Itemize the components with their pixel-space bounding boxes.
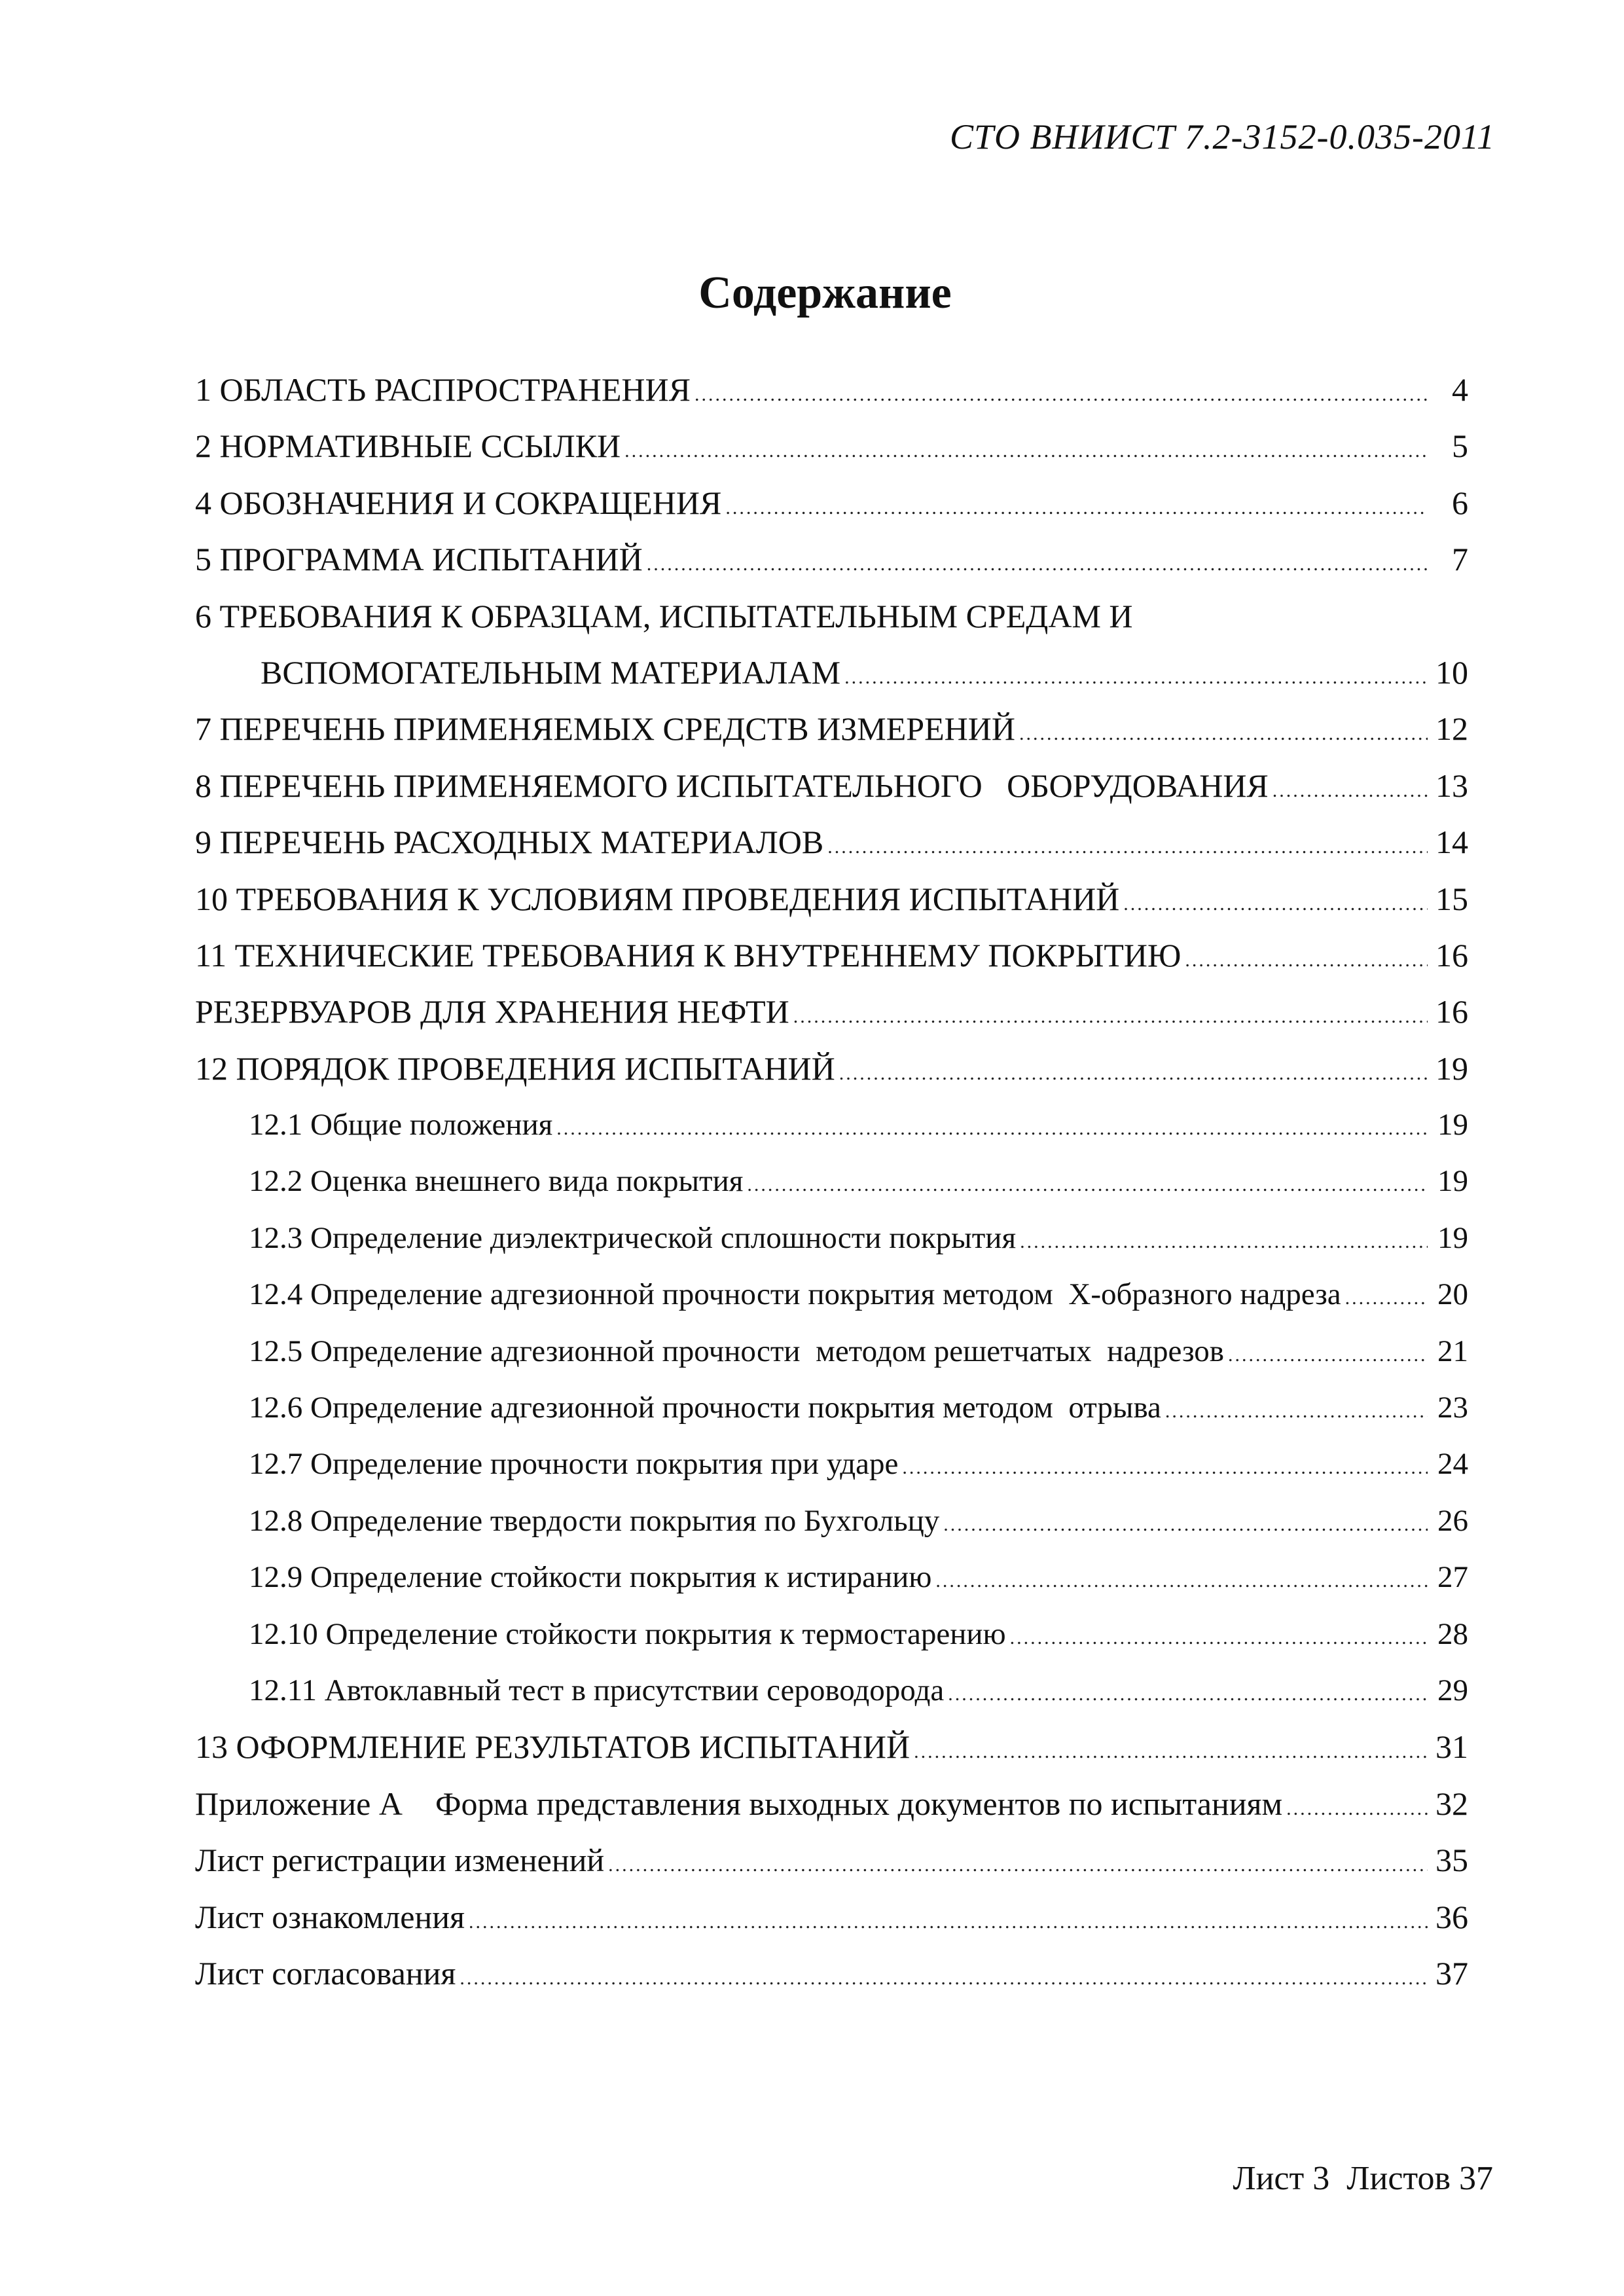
toc-entry-page: 31 — [1435, 1728, 1468, 1766]
toc-entry[interactable] — [195, 1889, 1468, 1945]
toc-entry-label: 11 ТЕХНИЧЕСКИЕ ТРЕБОВАНИЯ К ВНУТРЕННЕМУ ПОКРЫТИЮ — [195, 936, 1182, 974]
toc-entry-label: 7 ПЕРЕЧЕНЬ ПРИМЕНЯЕМЫХ СРЕДСТВ ИЗМЕРЕНИЙ — [195, 710, 1015, 748]
toc-leader-dots — [1165, 1383, 1428, 1440]
toc-entry-page: 26 — [1437, 1503, 1468, 1538]
toc-leader-dots — [624, 423, 1428, 479]
toc-entry-label: 10 ТРЕБОВАНИЯ К УСЛОВИЯМ ПРОВЕДЕНИЯ ИСПЫТАНИЙ — [195, 880, 1120, 917]
toc-leader-dots — [1019, 706, 1428, 762]
toc-entry-label: 9 ПЕРЕЧЕНЬ РАСХОДНЫХ МАТЕРИАЛОВ — [195, 824, 824, 861]
toc-entry-label: 12.8 Определение твердости покрытия по Бухгольцу — [249, 1503, 940, 1538]
toc-entry-label: 12.3 Определение диэлектрической сплошности покрытия — [249, 1220, 1017, 1255]
toc-entry-page: 20 — [1437, 1277, 1468, 1312]
toc-entry-page: 19 — [1435, 1049, 1468, 1087]
toc-entry-label: 4 ОБОЗНАЧЕНИЯ И СОКРАЩЕНИЯ — [195, 484, 722, 521]
toc-entry-page: 12 — [1435, 710, 1468, 748]
toc-entry-page: 24 — [1437, 1447, 1468, 1482]
toc-entry[interactable] — [195, 927, 1468, 983]
toc-entry-page: 5 — [1452, 428, 1468, 465]
toc-entry-label: 2 НОРМАТИВНЫЕ ССЫЛКИ — [195, 428, 621, 465]
toc-leader-dots — [902, 1440, 1428, 1496]
toc-entry-page: 21 — [1437, 1334, 1468, 1368]
toc-leader-dots — [725, 480, 1428, 536]
document-code: СТО ВНИИСТ 7.2-3152-0.035-2011 — [949, 117, 1495, 156]
toc-entry-page: 6 — [1452, 484, 1468, 521]
toc-entry[interactable] — [195, 814, 1468, 870]
toc-leader-dots — [469, 1894, 1428, 1950]
toc-leader-dots — [1185, 932, 1428, 989]
toc-subentry[interactable] — [195, 1266, 1468, 1322]
toc-entry-page: 35 — [1435, 1842, 1468, 1879]
toc-leader-dots — [647, 536, 1428, 592]
toc-entry[interactable] — [195, 418, 1468, 474]
toc-entry-page: 14 — [1435, 824, 1468, 861]
toc-entry-label: 12.9 Определение стойкости покрытия к истиранию — [249, 1560, 932, 1595]
toc-entry-page: 32 — [1435, 1785, 1468, 1822]
toc-leader-dots — [793, 989, 1428, 1045]
toc-entry[interactable] — [195, 983, 1468, 1040]
toc-subentry[interactable] — [195, 1210, 1468, 1266]
toc-entry-label: ВСПОМОГАТЕЛЬНЫМ МАТЕРИАЛАМ — [261, 653, 841, 691]
toc-entry[interactable] — [195, 757, 1468, 814]
toc-entry-page: 16 — [1435, 993, 1468, 1030]
toc-leader-dots — [943, 1497, 1428, 1553]
toc-entry-page: 29 — [1437, 1673, 1468, 1707]
toc-entry-page: 37 — [1435, 1954, 1468, 1992]
toc-leader-dots — [844, 649, 1428, 706]
toc-entry-page: 28 — [1437, 1616, 1468, 1651]
toc-entry-label: Лист ознакомления — [195, 1898, 465, 1935]
toc-entry-label: 12.6 Определение адгезионной прочности покрытия методом отрыва — [249, 1391, 1161, 1425]
page-title: Содержание — [698, 268, 952, 318]
toc-leader-dots — [1345, 1270, 1428, 1326]
toc-entry-label: Лист регистрации изменений — [195, 1842, 605, 1879]
toc-entry-label: Лист согласования — [195, 1954, 456, 1992]
toc-entry-page: 15 — [1435, 880, 1468, 917]
toc-entry-label: 12.11 Автоклавный тест в присутствии сероводорода — [249, 1673, 945, 1707]
toc-entry-label: 12.1 Общие положения — [249, 1108, 553, 1142]
toc-entry-page: 19 — [1437, 1164, 1468, 1199]
toc-subentry[interactable] — [195, 1436, 1468, 1492]
toc-entry-label: 6 ТРЕБОВАНИЯ К ОБРАЗЦАМ, ИСПЫТАТЕЛЬНЫМ СРЕДАМ И — [195, 597, 1133, 634]
toc-entry-page: 4 — [1452, 371, 1468, 408]
toc-entry-label: 12 ПОРЯДОК ПРОВЕДЕНИЯ ИСПЫТАНИЙ — [195, 1049, 835, 1087]
toc-entry[interactable] — [195, 871, 1468, 927]
toc-entry[interactable] — [195, 361, 1468, 418]
toc-subentry[interactable] — [195, 1549, 1468, 1605]
toc-entry-label: 12.2 Оценка внешнего вида покрытия — [249, 1164, 744, 1199]
toc-leader-dots — [935, 1553, 1428, 1609]
toc-subentry[interactable] — [195, 1153, 1468, 1209]
toc-leader-dots — [747, 1157, 1428, 1213]
toc-entry-page: 27 — [1437, 1560, 1468, 1595]
toc-entry[interactable] — [195, 475, 1468, 531]
toc-leader-dots — [914, 1724, 1428, 1780]
toc-entry[interactable] — [195, 531, 1468, 587]
toc-entry-label: 8 ПЕРЕЧЕНЬ ПРИМЕНЯЕМОГО ИСПЫТАТЕЛЬНОГО ОБОРУДОВАНИЯ — [195, 767, 1269, 804]
toc-entry[interactable] — [195, 1832, 1468, 1888]
toc-entry-page: 19 — [1437, 1220, 1468, 1255]
toc-entry[interactable] — [195, 644, 1468, 701]
toc-entry-label: 12.4 Определение адгезионной прочности покрытия методом Х-образного надреза — [249, 1277, 1341, 1312]
toc-leader-dots — [608, 1837, 1428, 1893]
toc-subentry[interactable] — [195, 1662, 1468, 1719]
toc-leader-dots — [839, 1046, 1428, 1102]
toc-subentry[interactable] — [195, 1323, 1468, 1379]
toc-leader-dots — [1228, 1327, 1428, 1383]
toc-entry-page: 16 — [1435, 936, 1468, 974]
toc-leader-dots — [556, 1101, 1428, 1157]
toc-entry-page: 19 — [1437, 1108, 1468, 1142]
toc-leader-dots — [1286, 1781, 1428, 1837]
toc-entry-label: 12.10 Определение стойкости покрытия к термостарению — [249, 1616, 1006, 1651]
toc-entry-page: 36 — [1435, 1898, 1468, 1935]
toc-subentry[interactable] — [195, 1379, 1468, 1436]
toc-subentry[interactable] — [195, 1606, 1468, 1662]
toc-leader-dots — [460, 1950, 1428, 2007]
toc-leader-dots — [1123, 876, 1428, 932]
toc-entry-appendix[interactable] — [195, 1776, 1468, 1832]
toc-entry-label: 5 ПРОГРАММА ИСПЫТАНИЙ — [195, 541, 643, 578]
toc-entry-page: 23 — [1437, 1391, 1468, 1425]
toc-entry-label: Приложение А Форма представления выходных документов по испытаниям — [195, 1785, 1283, 1822]
toc-entry-page: 10 — [1435, 653, 1468, 691]
toc-leader-dots — [1272, 763, 1428, 819]
toc-entry[interactable] — [195, 701, 1468, 757]
toc-leader-dots — [827, 819, 1428, 875]
toc-entry-page: 7 — [1452, 541, 1468, 578]
toc-leader-dots — [695, 367, 1428, 423]
sheet-counter: Лист 3 Листов 37 — [1233, 2160, 1493, 2197]
table-of-contents — [195, 361, 1468, 2001]
toc-entry-label: 1 ОБЛАСТЬ РАСПРОСТРАНЕНИЯ — [195, 371, 691, 408]
toc-entry[interactable] — [195, 1040, 1468, 1097]
toc-leader-dots — [1010, 1610, 1428, 1666]
toc-entry[interactable] — [195, 1945, 1468, 2001]
toc-entry[interactable] — [195, 1719, 1468, 1775]
toc-leader-dots — [1020, 1214, 1428, 1270]
toc-entry-label: 12.7 Определение прочности покрытия при ударе — [249, 1447, 899, 1482]
toc-entry-label: РЕЗЕРВУАРОВ ДЛЯ ХРАНЕНИЯ НЕФТИ — [195, 993, 789, 1030]
toc-entry-page: 13 — [1435, 767, 1468, 804]
toc-subentry[interactable] — [195, 1493, 1468, 1549]
toc-entry-heading[interactable] — [195, 588, 1468, 644]
toc-entry-label: 12.5 Определение адгезионной прочности методом решетчатых надрезов — [249, 1334, 1224, 1368]
toc-entry-label: 13 ОФОРМЛЕНИЕ РЕЗУЛЬТАТОВ ИСПЫТАНИЙ — [195, 1728, 911, 1766]
toc-subentry[interactable] — [195, 1097, 1468, 1153]
toc-leader-dots — [948, 1666, 1428, 1722]
